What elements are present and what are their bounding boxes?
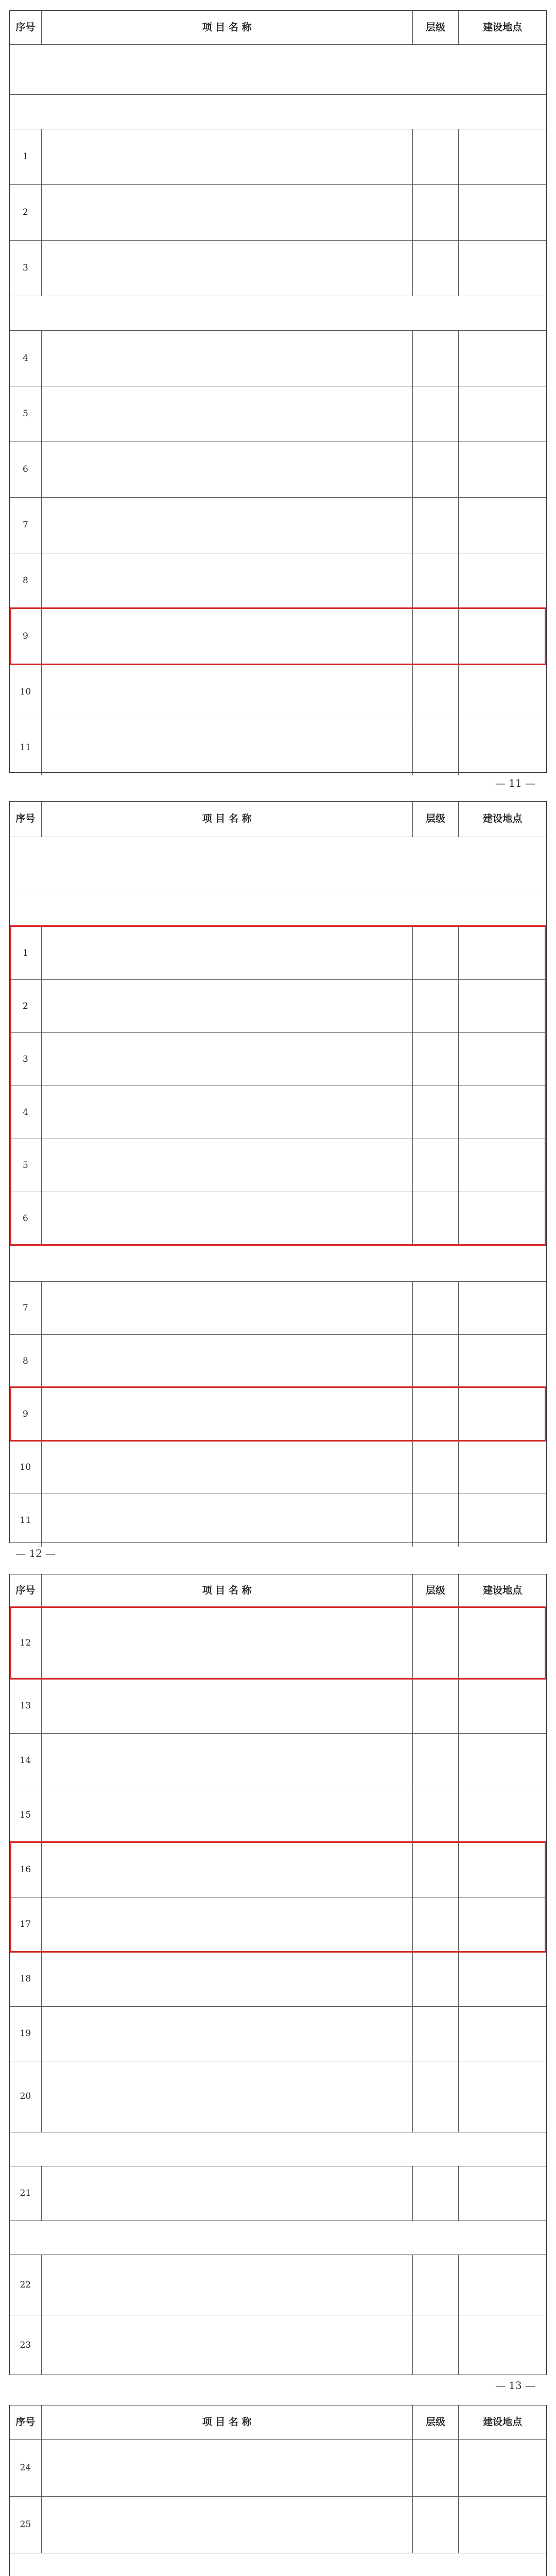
project-name xyxy=(42,2497,413,2553)
section-title xyxy=(10,44,546,94)
row-index: 10 xyxy=(10,665,42,720)
project-level xyxy=(413,1843,459,1897)
table-row xyxy=(10,608,546,664)
project-location xyxy=(459,498,546,553)
project-location xyxy=(459,665,546,720)
column-header-level: 层级 xyxy=(413,1574,459,1607)
project-location xyxy=(459,1192,546,1245)
row-index: 5 xyxy=(10,1139,42,1192)
project-name xyxy=(42,442,413,497)
column-header-name: 项 目 名 称 xyxy=(42,802,413,837)
project-level xyxy=(413,720,459,775)
row-index: 22 xyxy=(10,2255,42,2315)
project-level xyxy=(413,927,459,979)
row-index: 11 xyxy=(10,720,42,775)
project-location xyxy=(459,1679,546,1733)
row-index: 1 xyxy=(10,129,42,184)
table-row xyxy=(10,926,546,979)
table-row xyxy=(10,330,546,386)
project-location xyxy=(459,2007,546,2061)
row-index: 19 xyxy=(10,2007,42,2061)
table-page-2 xyxy=(9,801,547,1543)
project-location xyxy=(459,609,546,664)
table-row xyxy=(10,1334,546,1387)
column-header-level: 层级 xyxy=(413,11,459,44)
project-level xyxy=(413,331,459,386)
project-level xyxy=(413,2007,459,2061)
table-row xyxy=(10,129,546,184)
table-row xyxy=(10,1086,546,1139)
table-row xyxy=(10,1897,546,1952)
project-level xyxy=(413,1033,459,1086)
subsection-title xyxy=(10,296,546,330)
column-header-name: 项 目 名 称 xyxy=(42,1574,413,1607)
table-row xyxy=(10,1387,546,1440)
table-row xyxy=(10,240,546,296)
project-name xyxy=(42,1086,413,1139)
project-location xyxy=(459,2166,546,2221)
column-header-level: 层级 xyxy=(413,2405,459,2439)
project-location xyxy=(459,1788,546,1842)
project-level xyxy=(413,2315,459,2375)
project-name xyxy=(42,665,413,720)
row-index: 2 xyxy=(10,980,42,1032)
project-level xyxy=(413,1679,459,1733)
column-header-location: 建设地点 xyxy=(483,2416,523,2428)
column-header-location: 建设地点 xyxy=(483,813,523,825)
table-row xyxy=(10,184,546,240)
row-index: 3 xyxy=(10,241,42,296)
project-location xyxy=(459,1952,546,2006)
table-row xyxy=(10,979,546,1032)
column-header-index: 序号 xyxy=(10,802,42,837)
project-level xyxy=(413,2255,459,2315)
table-row xyxy=(10,1494,546,1547)
table-row xyxy=(10,553,546,608)
row-index: 18 xyxy=(10,1952,42,2006)
project-level xyxy=(413,665,459,720)
page-number: — 11 — xyxy=(495,777,535,789)
table-row xyxy=(10,1679,546,1733)
project-level xyxy=(413,1788,459,1842)
project-location xyxy=(459,2255,546,2315)
project-location xyxy=(459,720,546,775)
project-name xyxy=(42,720,413,775)
project-level xyxy=(413,129,459,184)
subsection-title xyxy=(10,1245,546,1281)
table-row xyxy=(10,1842,546,1897)
column-header-index: 序号 xyxy=(10,2405,42,2439)
table-row xyxy=(10,1440,546,1494)
project-level xyxy=(413,1897,459,1952)
row-index: 25 xyxy=(10,2497,42,2553)
table-row xyxy=(10,2496,546,2553)
table-row xyxy=(10,2439,546,2496)
project-location xyxy=(459,1033,546,1086)
project-level xyxy=(413,1086,459,1139)
row-index: 2 xyxy=(10,185,42,240)
project-location xyxy=(459,1441,546,1494)
project-level xyxy=(413,1608,459,1679)
project-location xyxy=(459,1282,546,1334)
table-row xyxy=(10,720,546,775)
project-location xyxy=(459,331,546,386)
project-location xyxy=(459,386,546,442)
project-level xyxy=(413,1494,459,1547)
project-location xyxy=(459,185,546,240)
subsection-title xyxy=(10,2132,546,2166)
project-location xyxy=(459,2497,546,2553)
project-name xyxy=(42,1441,413,1494)
project-name xyxy=(42,1952,413,2006)
project-level xyxy=(413,1441,459,1494)
table-header-row xyxy=(10,1574,546,1607)
project-name xyxy=(42,1734,413,1788)
project-level xyxy=(413,386,459,442)
project-name xyxy=(42,1192,413,1245)
column-header-level: 层级 xyxy=(413,802,459,837)
table-row xyxy=(10,1788,546,1842)
project-location xyxy=(459,1086,546,1139)
table-page-1 xyxy=(9,10,547,773)
row-index: 20 xyxy=(10,2061,42,2132)
project-level xyxy=(413,185,459,240)
table-row xyxy=(10,1032,546,1086)
subsection-title xyxy=(10,2553,546,2576)
column-header-index: 序号 xyxy=(10,1574,42,1607)
table-row xyxy=(10,1192,546,1245)
table-row xyxy=(10,1281,546,1334)
table-row xyxy=(10,1733,546,1788)
project-location xyxy=(459,980,546,1032)
project-name xyxy=(42,2315,413,2375)
section-title xyxy=(10,837,546,890)
row-index: 6 xyxy=(10,1192,42,1245)
project-location xyxy=(459,1494,546,1547)
project-name xyxy=(42,1897,413,1952)
project-level xyxy=(413,2440,459,2496)
project-name xyxy=(42,386,413,442)
column-header-name: 项 目 名 称 xyxy=(42,11,413,44)
row-index: 11 xyxy=(10,1494,42,1547)
project-name xyxy=(42,129,413,184)
row-index: 3 xyxy=(10,1033,42,1086)
project-location xyxy=(459,2061,546,2132)
project-name xyxy=(42,1679,413,1733)
project-name xyxy=(42,553,413,608)
project-location xyxy=(459,2440,546,2496)
project-level xyxy=(413,1388,459,1440)
table-row xyxy=(10,386,546,442)
table-row xyxy=(10,1139,546,1192)
project-location xyxy=(459,1734,546,1788)
column-header-index: 序号 xyxy=(10,11,42,44)
project-name xyxy=(42,1843,413,1897)
row-index: 1 xyxy=(10,927,42,979)
table-header-row xyxy=(10,11,546,44)
column-header-name: 项 目 名 称 xyxy=(42,2405,413,2439)
table-row xyxy=(10,497,546,553)
row-index: 21 xyxy=(10,2166,42,2221)
project-location xyxy=(459,1897,546,1952)
project-name xyxy=(42,1388,413,1440)
row-index: 4 xyxy=(10,331,42,386)
row-index: 23 xyxy=(10,2315,42,2375)
subsection-title xyxy=(10,94,546,129)
project-level xyxy=(413,1952,459,2006)
project-location xyxy=(459,1608,546,1679)
row-index: 15 xyxy=(10,1788,42,1842)
table-header-row xyxy=(10,802,546,837)
project-level xyxy=(413,1192,459,1245)
project-name xyxy=(42,241,413,296)
row-index: 5 xyxy=(10,386,42,442)
project-location xyxy=(459,1388,546,1440)
column-header-location: 建设地点 xyxy=(483,21,523,33)
table-page-4 xyxy=(9,2405,547,2576)
project-level xyxy=(413,1282,459,1334)
project-name xyxy=(42,331,413,386)
project-name xyxy=(42,1139,413,1192)
row-index: 10 xyxy=(10,1441,42,1494)
project-name xyxy=(42,1494,413,1547)
subsection-title xyxy=(10,890,546,926)
project-level xyxy=(413,553,459,608)
table-row xyxy=(10,442,546,497)
table-row xyxy=(10,2255,546,2315)
project-name xyxy=(42,498,413,553)
table-row xyxy=(10,2315,546,2375)
project-location xyxy=(459,241,546,296)
project-name xyxy=(42,2061,413,2132)
project-name xyxy=(42,1282,413,1334)
table-page-3 xyxy=(9,1574,547,2375)
project-level xyxy=(413,241,459,296)
row-index: 8 xyxy=(10,1335,42,1387)
row-index: 12 xyxy=(10,1608,42,1679)
row-index: 16 xyxy=(10,1843,42,1897)
page-number: — 12 — xyxy=(15,1547,56,1560)
project-level xyxy=(413,2166,459,2221)
project-name xyxy=(42,2255,413,2315)
project-level xyxy=(413,1734,459,1788)
project-level xyxy=(413,980,459,1032)
row-index: 6 xyxy=(10,442,42,497)
subsection-title xyxy=(10,2221,546,2255)
table-row xyxy=(10,2166,546,2221)
project-level xyxy=(413,1139,459,1192)
table-row xyxy=(10,2061,546,2132)
row-index: 14 xyxy=(10,1734,42,1788)
project-location xyxy=(459,2315,546,2375)
project-name xyxy=(42,1608,413,1679)
project-name xyxy=(42,2166,413,2221)
project-name xyxy=(42,2440,413,2496)
project-location xyxy=(459,927,546,979)
project-name xyxy=(42,927,413,979)
project-location xyxy=(459,1139,546,1192)
project-location xyxy=(459,442,546,497)
project-name xyxy=(42,2007,413,2061)
project-level xyxy=(413,498,459,553)
row-index: 8 xyxy=(10,553,42,608)
row-index: 17 xyxy=(10,1897,42,1952)
row-index: 9 xyxy=(10,609,42,664)
project-name xyxy=(42,185,413,240)
row-index: 9 xyxy=(10,1388,42,1440)
page-number: — 13 — xyxy=(495,2379,535,2392)
project-name xyxy=(42,980,413,1032)
row-index: 7 xyxy=(10,1282,42,1334)
table-header-row xyxy=(10,2405,546,2439)
project-location xyxy=(459,129,546,184)
row-index: 7 xyxy=(10,498,42,553)
table-row xyxy=(10,1607,546,1679)
project-location xyxy=(459,1335,546,1387)
row-index: 4 xyxy=(10,1086,42,1139)
project-level xyxy=(413,2497,459,2553)
project-name xyxy=(42,609,413,664)
project-name xyxy=(42,1788,413,1842)
project-name xyxy=(42,1335,413,1387)
table-row xyxy=(10,1952,546,2006)
project-level xyxy=(413,2061,459,2132)
project-name xyxy=(42,1033,413,1086)
project-level xyxy=(413,609,459,664)
table-row xyxy=(10,664,546,720)
table-row xyxy=(10,2006,546,2061)
row-index: 24 xyxy=(10,2440,42,2496)
project-location xyxy=(459,1843,546,1897)
project-level xyxy=(413,442,459,497)
project-location xyxy=(459,553,546,608)
column-header-location: 建设地点 xyxy=(483,1585,523,1597)
project-level xyxy=(413,1335,459,1387)
row-index: 13 xyxy=(10,1679,42,1733)
